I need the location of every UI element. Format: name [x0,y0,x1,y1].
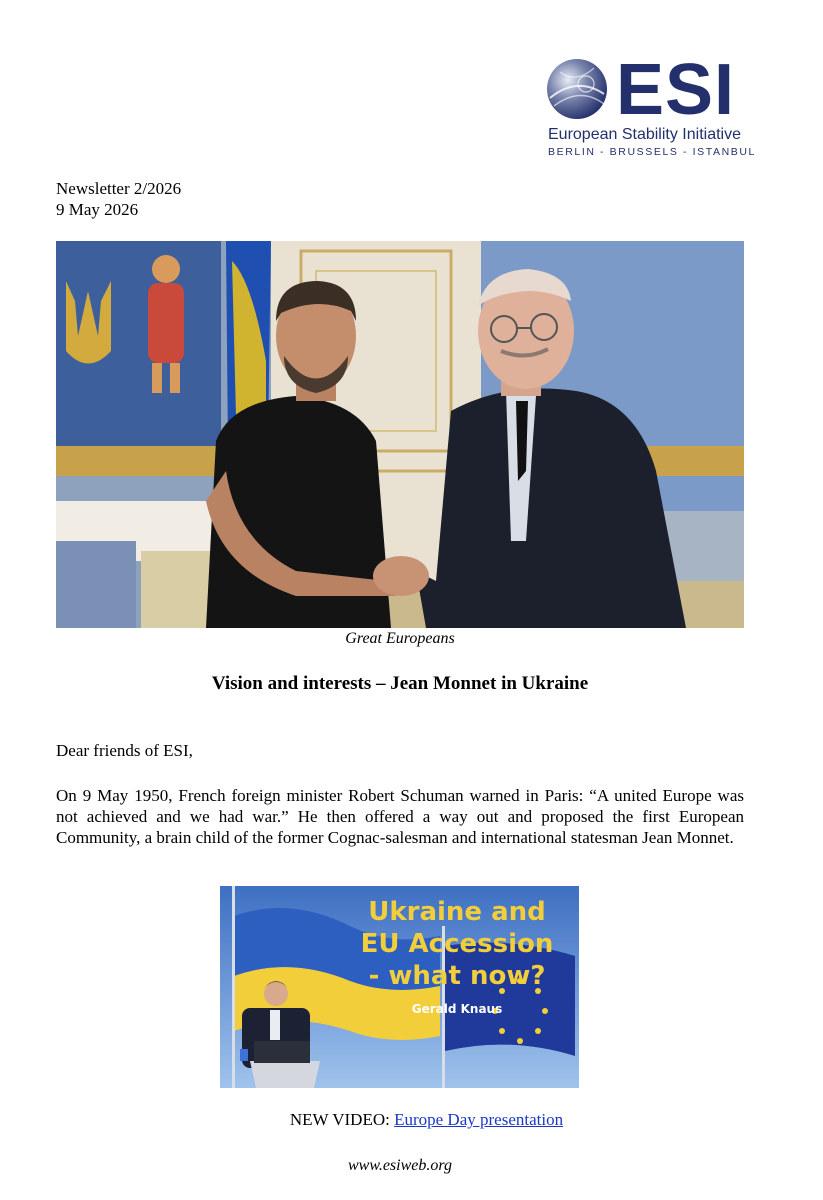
newsletter-number: Newsletter 2/2026 [56,179,182,198]
video-title-line-2: EU Accession [360,929,554,959]
logo-name: European Stability Initiative [548,126,741,143]
europe-day-presentation-link[interactable]: Europe Day presentation [394,1110,564,1129]
issue-info [56,178,181,220]
intro-paragraph: On 9 May 1950, French foreign minister Robert Schuman warned in Paris: “A united Europe was not achieved and we had war.” He then offered a way out and proposed the first European Community, a brain child of the former Cognac-salesman and international statesman Jean Monnet. [56,786,744,847]
website-url: www.esiweb.org [347,1157,452,1174]
issue-date: 9 May 2026 [56,200,139,219]
video-title-line-1: Ukraine and [368,897,546,927]
esi-logo [546,50,756,160]
new-video-label: NEW VIDEO: [289,1110,390,1129]
photo-caption: Great Europeans [345,630,455,647]
greeting: Dear friends of ESI, [56,741,193,760]
logo-wordmark: ESI [616,50,736,130]
new-video-line [0,1110,823,1130]
handshake-photo [56,241,744,628]
video-title [342,896,572,992]
logo-cities: BERLIN - BRUSSELS - ISTANBUL [548,146,756,158]
main-photo [56,241,744,628]
article-headline: Vision and interests – Jean Monnet in Ukraine [211,673,589,694]
video-title-line-3: - what now? [368,961,546,991]
video-speaker: Gerald Knaus [411,1002,503,1016]
globe-icon [546,58,608,120]
video-thumbnail[interactable] [220,886,579,1088]
